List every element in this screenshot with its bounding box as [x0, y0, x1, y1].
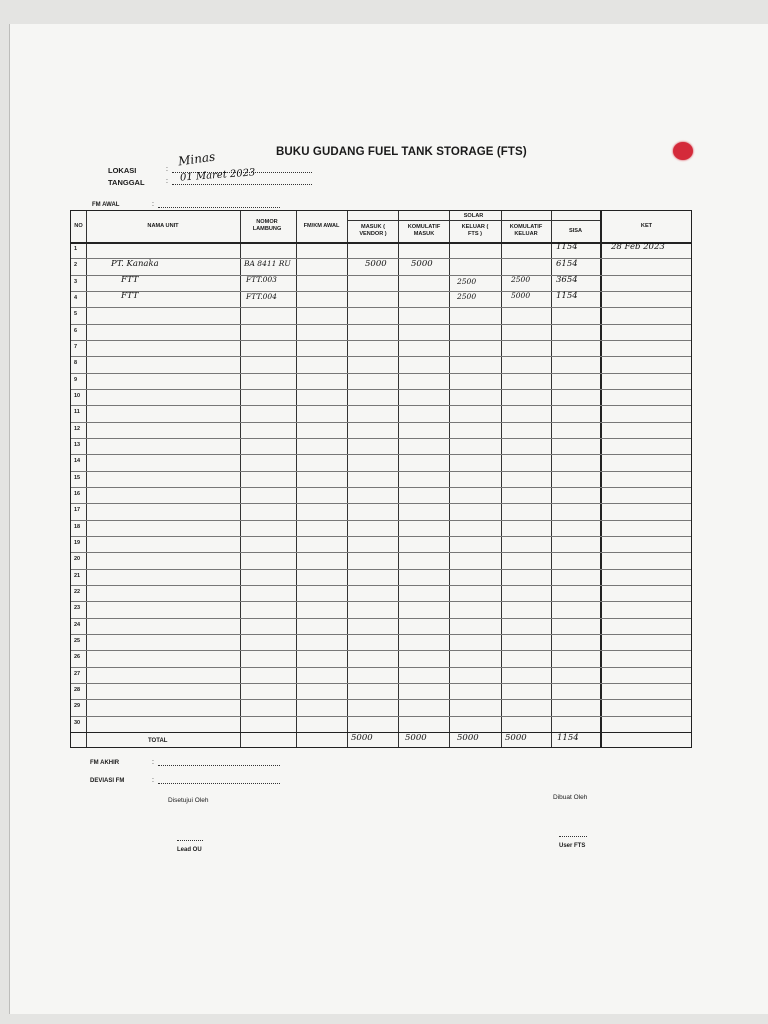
row-line: [71, 307, 691, 308]
row-line: [71, 552, 691, 553]
row-number: 19: [74, 539, 81, 546]
tanggal-colon: :: [166, 178, 168, 185]
col-fm-km-awal: FM/KM AWAL: [303, 222, 340, 229]
entry-1-sisa: 1154: [556, 242, 578, 252]
lead-ou-label: Lead OU: [177, 847, 202, 853]
row-number: 28: [74, 686, 81, 693]
tanggal-label: TANGGAL: [108, 178, 145, 187]
row-line: [71, 438, 691, 439]
lokasi-colon: :: [166, 166, 168, 173]
entry-4-komulatif-keluar: 5000: [511, 291, 531, 300]
row-number: 10: [74, 393, 81, 399]
row-number: 29: [74, 703, 81, 710]
col-komulatif-masuk: KOMULATIF MASUK: [407, 224, 441, 237]
row-line: [71, 634, 691, 635]
row-number: 25: [74, 637, 81, 644]
col-komulatif-keluar: KOMULATIF KELUAR: [509, 224, 543, 237]
row-line: [71, 405, 691, 406]
row-number: 5: [74, 311, 78, 318]
total-keluar: 5000: [457, 733, 479, 743]
disetujui-oleh: Disetujui Oleh: [168, 797, 209, 804]
fm-awal-label: FM AWAL: [92, 202, 120, 208]
tanggal-dotline: [172, 184, 312, 185]
entry-2-nama-unit: PT. Kanaka: [111, 259, 159, 269]
row-number: 27: [74, 670, 81, 677]
entry-3-nomor-lambung: FTT.003: [246, 275, 277, 284]
fm-awal-dotline: [158, 207, 280, 208]
user-fts-label: User FTS: [559, 843, 586, 849]
row-line: [71, 422, 691, 423]
deviasi-fm-colon: :: [152, 777, 154, 784]
row-line: [71, 373, 691, 374]
entry-3-nama-unit: FTT: [121, 275, 139, 285]
row-line: [71, 601, 691, 602]
total-masuk: 5000: [351, 733, 373, 743]
row-number: 18: [74, 523, 81, 530]
row-line: [71, 618, 691, 619]
row-number: 9: [74, 376, 78, 383]
document-title: BUKU GUDANG FUEL TANK STORAGE (FTS): [276, 146, 527, 158]
entry-2-masuk: 5000: [365, 259, 387, 269]
total-label: TOTAL: [148, 738, 168, 744]
row-line: [71, 667, 691, 668]
row-line: [71, 520, 691, 521]
fm-awal-colon: :: [152, 201, 154, 208]
entry-4-keluar: 2500: [457, 292, 477, 301]
row-line: [71, 454, 691, 455]
row-line: [71, 503, 691, 504]
entry-3-komulatif-keluar: 2500: [511, 275, 531, 284]
row-line: [71, 683, 691, 684]
row-line: [71, 291, 691, 292]
row-line: [71, 569, 691, 570]
row-number: 17: [74, 507, 81, 514]
row-number: 26: [74, 654, 81, 661]
row-line: [71, 275, 691, 276]
row-number: 30: [74, 719, 81, 726]
lead-signature-line: [177, 840, 203, 841]
row-number: 20: [74, 556, 81, 563]
row-number: 6: [74, 327, 78, 334]
row-number: 21: [74, 572, 81, 579]
col-no: NO: [74, 222, 83, 229]
col-nama-unit: NAMA UNIT: [147, 222, 179, 229]
col-ket: KET: [640, 222, 653, 229]
deviasi-fm-dotline: [158, 783, 280, 784]
row-number: 4: [74, 295, 78, 301]
row-line: [71, 732, 691, 734]
row-line: [71, 699, 691, 700]
tanggal-value: 01 Maret 2023: [179, 167, 256, 184]
row-line: [71, 324, 691, 325]
col-solar: SOLAR: [463, 212, 484, 219]
entry-4-nama-unit: FTT: [121, 291, 139, 301]
total-komulatif-masuk: 5000: [405, 733, 427, 743]
row-number: 14: [74, 458, 81, 465]
row-number: 22: [74, 588, 81, 595]
row-number: 11: [74, 409, 80, 416]
dibuat-oleh: Dibuat Oleh: [553, 794, 588, 801]
col-masuk-vendor: MASUK ( VENDOR ): [359, 224, 387, 237]
total-sisa: 1154: [557, 733, 579, 743]
col-nomor-lambung: NOMOR LAMBUNG: [252, 219, 282, 232]
user-signature-line: [559, 836, 587, 837]
lokasi-value: Minas: [177, 149, 216, 169]
total-komulatif-keluar: 5000: [505, 733, 527, 743]
entry-2-komulatif-masuk: 5000: [411, 259, 433, 269]
row-number: 1: [74, 246, 78, 252]
row-line: [71, 340, 691, 341]
fuel-ledger-table: [70, 210, 692, 748]
entry-1-ket: 28 Feb 2023: [611, 242, 665, 252]
row-number: 24: [74, 621, 81, 628]
row-number: 8: [74, 360, 78, 367]
row-line: [71, 356, 691, 357]
row-line: [71, 716, 691, 717]
row-number: 12: [74, 425, 81, 432]
entry-2-nomor-lambung: BA 8411 RU: [244, 259, 291, 268]
header-bottom-line: [71, 242, 691, 244]
row-number: 7: [74, 344, 78, 350]
row-line: [71, 585, 691, 586]
row-number: 3: [74, 278, 78, 285]
row-number: 15: [74, 474, 81, 481]
row-line: [71, 471, 691, 472]
entry-4-sisa: 1154: [556, 291, 578, 301]
fm-akhir-label: FM AKHIR: [90, 760, 120, 766]
col-keluar-fts: KELUAR ( FTS ): [461, 224, 489, 237]
row-line: [71, 650, 691, 651]
row-number: 13: [74, 442, 81, 448]
row-number: 2: [74, 262, 78, 269]
row-number: 23: [74, 605, 81, 612]
lokasi-label: LOKASI: [108, 166, 137, 175]
entry-3-sisa: 3654: [556, 275, 578, 285]
fm-akhir-dotline: [158, 765, 280, 766]
row-line: [71, 487, 691, 488]
row-line: [71, 389, 691, 390]
red-stamp-logo: [673, 142, 693, 160]
fm-akhir-colon: :: [152, 759, 154, 766]
entry-2-sisa: 6154: [556, 259, 578, 269]
row-line: [71, 536, 691, 537]
deviasi-fm-label: DEVIASI FM: [90, 778, 125, 784]
col-sisa: SISA: [568, 227, 583, 234]
row-number: 16: [74, 490, 81, 497]
entry-4-nomor-lambung: FTT.004: [246, 292, 277, 301]
entry-3-keluar: 2500: [457, 277, 477, 286]
